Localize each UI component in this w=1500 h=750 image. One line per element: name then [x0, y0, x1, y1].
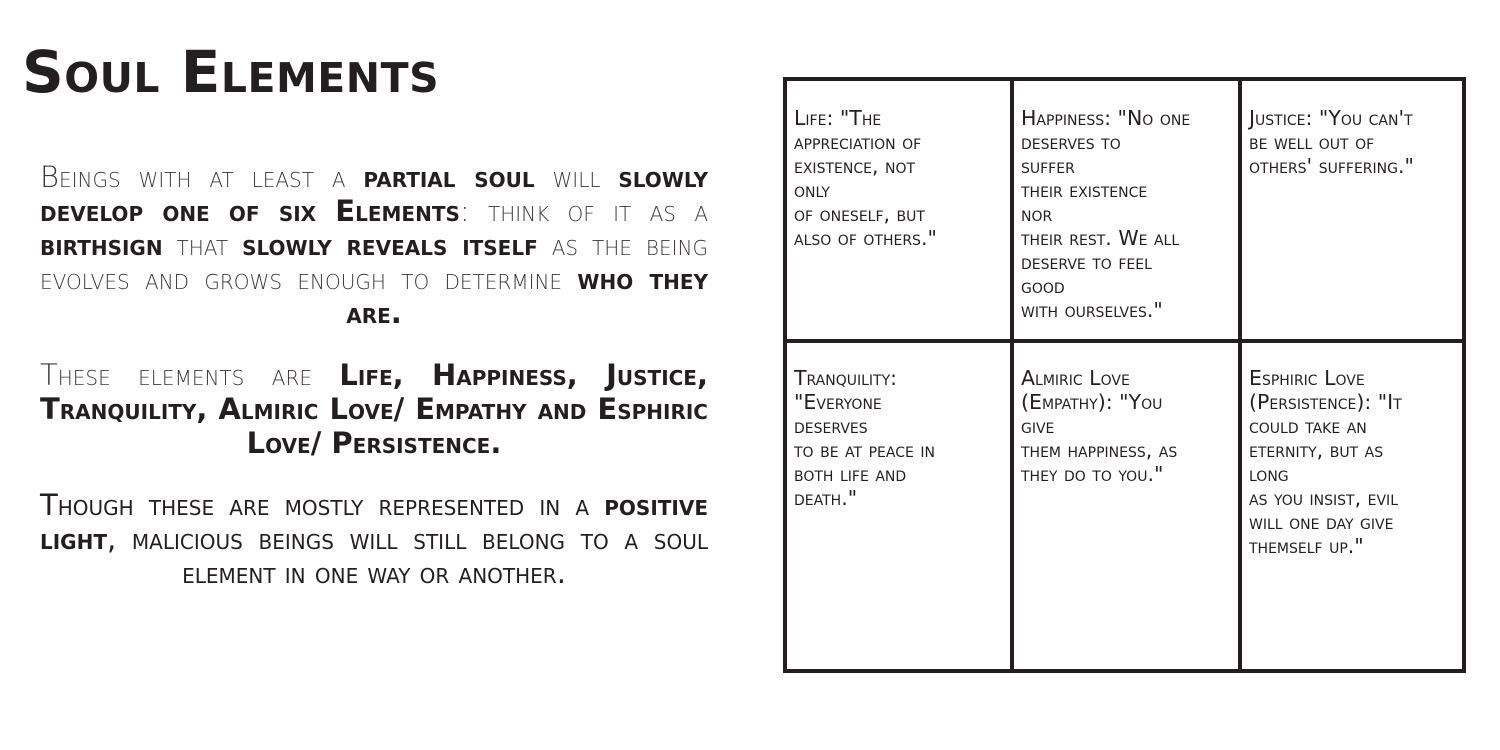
cell-justice: Justice: "You can't be well out of others' suffering.": [1242, 81, 1462, 343]
cell-esphiric-love: Esphiric Love (Persistence): "It could take an eternity, but as long as you insist, evil will one day give themself up.": [1249, 366, 1402, 558]
text-run: as the being evolves and grows enough to determine: [40, 228, 708, 296]
emphasis-element-names: Life, Happiness, Justice, Tranquility, Almiric Love/ Empathy and Esphiric Love/ Persistence.: [40, 358, 708, 460]
intro-paragraph-malicious: [40, 488, 708, 590]
cell-life: Life: "The appreciation of existence, not only of oneself, but also of others.": [787, 81, 1014, 343]
emphasis-reveals-itself: slowly reveals itself: [242, 228, 538, 262]
text-run: These elements are: [40, 358, 340, 392]
cell-happiness: Happiness: "No one deserves to suffer their existence nor their rest. We all deserve to feel good with ourselves.": [1014, 81, 1242, 343]
text-run: will: [534, 160, 619, 194]
emphasis-six-elements: slowly develop one of six Elements: [40, 160, 708, 228]
text-run: Though these are mostly represented in a: [40, 488, 605, 522]
intro-text: [40, 160, 708, 618]
page-title: Soul Elements: [22, 38, 440, 106]
text-run: : think of it as a: [459, 194, 708, 228]
text-run: Beings with at least a: [40, 160, 364, 194]
intro-paragraph-birthsign: [40, 160, 708, 330]
emphasis-positive-light: positive light: [40, 488, 708, 556]
text-run: , malicious beings will still belong to a soul element in one way or another.: [106, 522, 708, 590]
intro-paragraph-element-list: [40, 358, 708, 460]
emphasis-partial-soul: partial soul: [363, 160, 535, 194]
soul-elements-table: [783, 77, 1466, 673]
cell-almiric-love: Almiric Love (Empathy): "You give them happiness, as they do to you.": [1014, 343, 1242, 669]
text-run: that: [162, 228, 243, 262]
cell-tranquility: Tranquility: "Everyone deserves to be at peace in both life and death.": [787, 343, 1014, 669]
emphasis-who-they-are: who they are.: [346, 262, 708, 330]
emphasis-birthsign: birthsign: [40, 228, 163, 262]
